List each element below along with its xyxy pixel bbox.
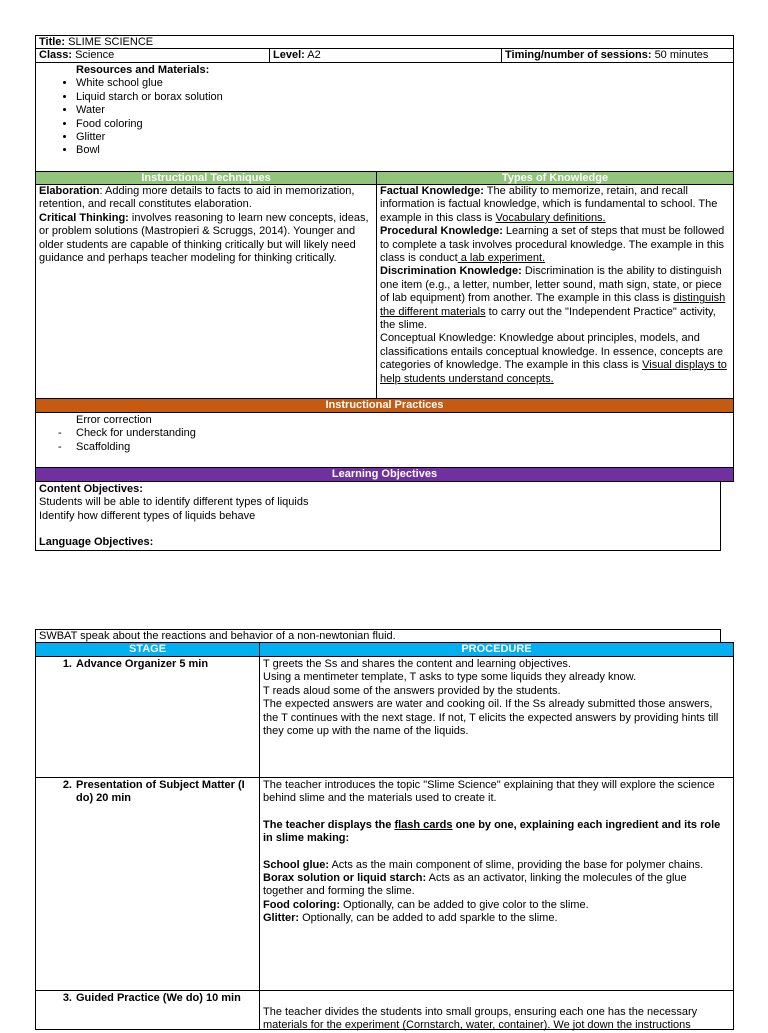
timing-cell: [501, 48, 734, 63]
flash-pre: The teacher displays the: [263, 818, 395, 831]
stage2-label: Presentation of Subject Matter (I do) 20 min: [76, 779, 245, 805]
glue-text: Acts as the main component of slime, providing the base for polymer chains.: [329, 858, 704, 871]
practices-list: [36, 427, 733, 454]
knowledge-cell: [376, 184, 734, 399]
techniques-header: Instructional Techniques: [35, 171, 377, 185]
glue-line: [263, 859, 730, 872]
discrimination-tail: to carry out the "Independent Practice" activity, the slime.: [380, 305, 716, 332]
language-objectives-heading: Language Objectives:: [39, 536, 154, 549]
resource-item: • Food coloring: [76, 118, 733, 131]
flash-cards-line: [263, 819, 730, 846]
title-row: [35, 35, 734, 49]
elaboration-paragraph: [39, 185, 373, 212]
critical-paragraph: [39, 212, 373, 266]
stage3-number: 3.: [62, 992, 72, 1004]
conceptual-paragraph: [380, 332, 730, 386]
glitter-term: Glitter:: [263, 912, 300, 925]
resource-item: • Bowl: [76, 144, 733, 157]
resource-item: • White school glue: [76, 77, 733, 90]
stage2-intro: The teacher introduces the topic "Slime Science" explaining that they will explore the science behind slime and the materials used to create it.: [263, 779, 715, 805]
borax-line: [263, 872, 730, 899]
factual-link: Vocabulary definitions.: [495, 211, 606, 224]
procedure-line: The expected answers are water and cooking oil. If the Ss already submitted those answers, the T continues with the next stage. If not, T elicits the expected answers by providing hints till they come up with the name of the liquids.: [263, 698, 719, 738]
elaboration-text: : Adding more details to facts to aid in memorization, retention, and recall constitutes elaboration.: [39, 185, 355, 211]
content-objective: Students will be able to identify different types of liquids: [39, 496, 309, 509]
food-term: Food coloring:: [263, 898, 340, 911]
title-label: Title:: [39, 36, 66, 48]
swbat-row: SWBAT speak about the reactions and behavior of a non-newtonian fluid.: [35, 629, 721, 643]
conceptual-link: Visual displays to help students understand concepts.: [380, 359, 727, 385]
procedure-line: materials for the experiment (Cornstarch, water, container). We jot down the instructions: [263, 1019, 691, 1032]
procedural-text: Learning a set of steps that must be followed to complete a task involves procedural knowledge. The example in this class is conduct: [380, 225, 725, 265]
glitter-line: [263, 912, 730, 925]
glue-term: School glue:: [263, 858, 329, 871]
dash-marker: -: [58, 427, 62, 440]
class-cell: [35, 48, 270, 63]
timing-label: Timing/number of sessions:: [505, 49, 652, 61]
title-value: SLIME SCIENCE: [68, 36, 154, 48]
stage3-cell: [35, 990, 260, 1030]
practice-item-label: Check for understanding: [76, 427, 196, 440]
discrimination-term: Discrimination Knowledge:: [380, 265, 522, 278]
conceptual-text: Conceptual Knowledge: Knowledge about principles, models, and classifications entails conceptual knowledge. In essence, concepts are categories of knowledge. The example in this class is: [380, 332, 724, 372]
procedure-line: The teacher divides the students into small groups, ensuring each one has the necessary: [263, 1006, 698, 1018]
resource-item: • Water: [76, 104, 733, 117]
dash-marker: -: [58, 440, 62, 453]
procedure-line: T reads aloud some of the answers provided by the students.: [263, 684, 561, 697]
discrimination-paragraph: [380, 265, 730, 332]
practice-item: [36, 441, 733, 454]
flash-cards-link: flash cards: [394, 818, 453, 831]
procedure-header: PROCEDURE: [259, 642, 734, 657]
resources-list: [36, 77, 733, 157]
objectives-cell: [35, 481, 721, 551]
level-label: Level:: [273, 49, 305, 61]
practices-cell: [35, 412, 734, 468]
critical-term: Critical Thinking:: [39, 211, 129, 224]
content-objectives-heading: Content Objectives:: [39, 483, 143, 495]
practices-header: Instructional Practices: [35, 398, 734, 413]
elaboration-term: Elaboration: [39, 185, 100, 197]
discrimination-text: Discrimination is the ability to distinguish one item (e.g., a letter, number, letter sound, math sign, state, or piece of lab equipment) from another. The example in this class is: [380, 265, 722, 305]
borax-text: Acts as an activator, linking the molecules of the glue together and forming the slime.: [263, 872, 687, 898]
level-cell: [269, 48, 502, 63]
knowledge-header: Types of Knowledge: [376, 171, 734, 185]
procedure-line: Using a mentimeter template, T asks to type some liquids they already know.: [263, 671, 637, 684]
objectives-header: Learning Objectives: [35, 467, 734, 482]
stage1-procedure: [259, 656, 734, 778]
critical-text: involves reasoning to learn new concepts, ideas, or problem solutions (Mastropieri & Scruggs, 2014). Younger and older students are capable of thinking critically but will likely need guidance and perhaps teacher modeling for thinking critically.: [39, 211, 369, 265]
procedural-paragraph: [380, 225, 730, 265]
food-line: [263, 899, 730, 912]
stage1-cell: [35, 656, 260, 778]
factual-paragraph: [380, 185, 730, 225]
stage-header: STAGE: [35, 642, 260, 657]
procedure-line: T greets the Ss and shares the content and learning objectives.: [263, 658, 571, 670]
glitter-text: Optionally, can be added to add sparkle to the slime.: [299, 912, 558, 925]
procedural-link: a lab experiment.: [457, 252, 546, 265]
stage1-label: Advance Organizer 5 min: [76, 658, 209, 670]
class-label: Class:: [39, 49, 73, 61]
stage3-procedure: [259, 990, 734, 1030]
food-text: Optionally, can be added to give color to the slime.: [339, 898, 589, 911]
practice-item: Error correction: [76, 414, 152, 426]
stage3-title: [36, 992, 259, 1005]
stage1-title: [36, 658, 259, 671]
procedural-term: Procedural Knowledge:: [380, 225, 503, 238]
class-value: Science: [75, 49, 115, 61]
flash-post: one by one, explaining each ingredient and its role in slime making:: [263, 818, 721, 845]
practice-item: [36, 427, 733, 440]
content-objective: Identify how different types of liquids behave: [39, 509, 256, 522]
stage2-title: [36, 779, 259, 806]
stage2-number: 2.: [62, 779, 72, 791]
practice-item-label: Scaffolding: [76, 440, 131, 453]
timing-value: 50 minutes: [654, 49, 709, 61]
resource-item: • Glitter: [76, 131, 733, 144]
borax-term: Borax solution or liquid starch:: [263, 872, 427, 885]
resources-cell: [35, 62, 734, 172]
factual-text: The ability to memorize, retain, and recall information is factual knowledge, which is fundamental to school. The example in this class is: [380, 185, 718, 224]
factual-term: Factual Knowledge:: [380, 185, 484, 197]
stage1-number: 1.: [62, 658, 72, 670]
resource-item: • Liquid starch or borax solution: [76, 91, 733, 104]
discrimination-link: distinguish the different materials: [380, 292, 726, 318]
stage3-label: Guided Practice (We do) 10 min: [76, 992, 241, 1004]
stage2-cell: [35, 777, 260, 991]
level-value: A2: [307, 49, 321, 61]
stage2-procedure: [259, 777, 734, 991]
resources-heading: Resources and Materials:: [76, 64, 210, 76]
techniques-cell: [35, 184, 377, 399]
